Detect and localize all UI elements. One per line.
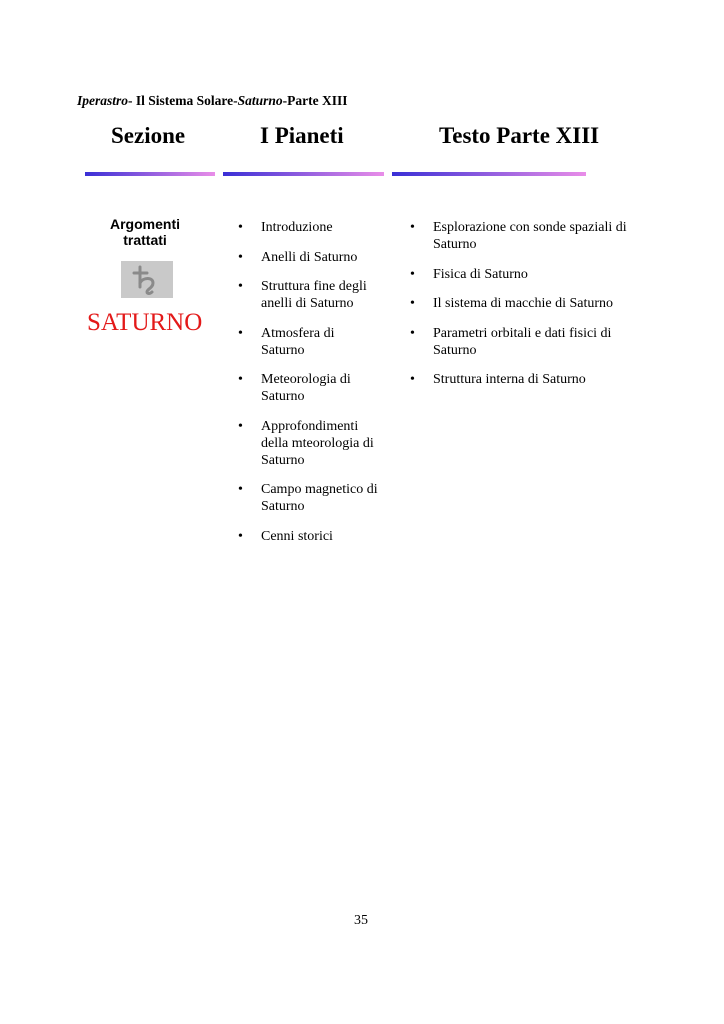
header-iperastro: Iperastro xyxy=(77,93,129,108)
page-number: 35 xyxy=(354,913,368,928)
column-title-pianeti: I Pianeti xyxy=(260,123,344,148)
list-item: • Il sistema di macchie di Saturno xyxy=(410,295,642,312)
column-title-testo: Testo Parte XIII xyxy=(439,123,600,148)
divider-pianeti xyxy=(223,172,384,176)
list-item: • Struttura interna di Saturno xyxy=(410,371,642,388)
list-item: • Introduzione xyxy=(238,219,380,236)
saturno-title: SATURNO xyxy=(87,309,203,336)
argomenti-trattati-label: Argomenti trattati xyxy=(110,216,180,248)
list-pianeti-topics xyxy=(238,219,380,557)
divider-testo xyxy=(392,172,586,176)
list-item: • Approfondimenti della mteorologia di Saturno xyxy=(238,418,380,469)
header-sistema-solare: - Il Sistema Solare- xyxy=(128,93,238,108)
divider-sezione xyxy=(85,172,215,176)
list-item: • Struttura fine degli anelli di Saturno xyxy=(238,278,380,312)
header-parte: -Parte XIII xyxy=(282,93,348,108)
list-item: • Esplorazione con sonde spaziali di Saturno xyxy=(410,219,642,253)
column-title-sezione: Sezione xyxy=(111,123,186,148)
list-item: • Fisica di Saturno xyxy=(410,266,642,283)
list-item: • Campo magnetico di Saturno xyxy=(238,481,380,515)
list-item: • Cenni storici xyxy=(238,528,380,545)
list-item: • Atmosfera di Saturno xyxy=(238,325,380,359)
list-item: • Parametri orbitali e dati fisici di Saturno xyxy=(410,325,642,359)
list-item: • Anelli di Saturno xyxy=(238,249,380,266)
list-testo-topics xyxy=(410,219,642,401)
running-header xyxy=(77,93,348,109)
saturn-symbol-icon xyxy=(121,261,173,298)
list-item: • Meteorologia di Saturno xyxy=(238,371,380,405)
header-saturno: Saturno xyxy=(237,93,283,108)
